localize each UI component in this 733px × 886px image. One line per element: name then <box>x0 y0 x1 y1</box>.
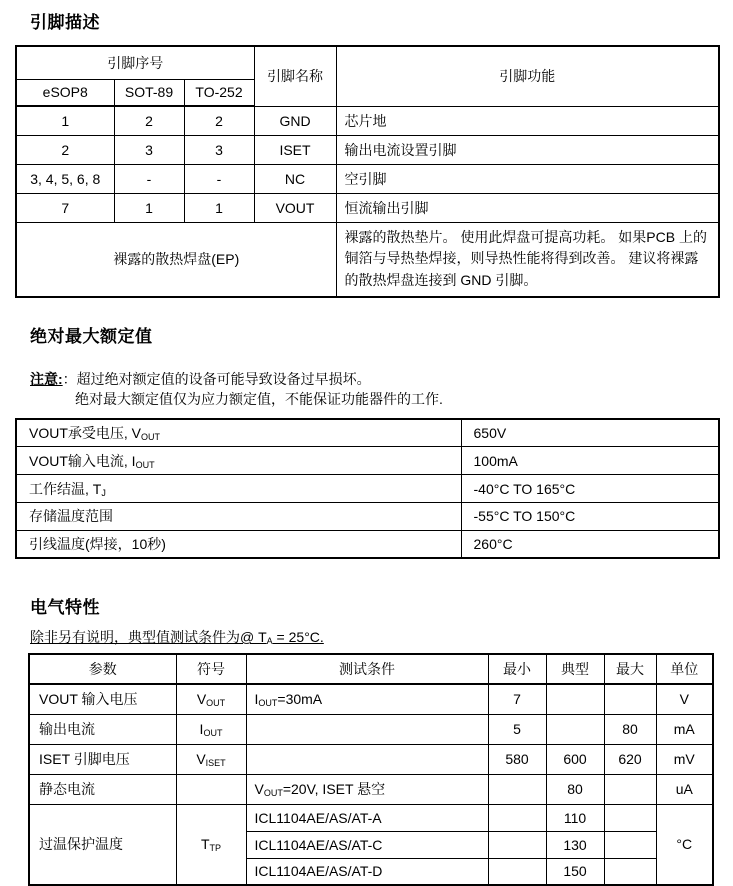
amr-value: 100mA <box>461 447 719 475</box>
ec-row-output-current <box>29 714 713 744</box>
pin-row-nc <box>16 164 719 193</box>
amr-param-text: VOUT承受电压, V <box>29 425 142 442</box>
ec-cond-pre: I <box>254 690 259 707</box>
ec-intro-text <box>30 629 324 645</box>
ec-symbol <box>176 804 246 885</box>
ec-cond-sub: OUT <box>258 697 278 708</box>
ec-intro-post: = 25°C. <box>272 629 324 646</box>
amr-param-text: 存储温度范围 <box>29 508 113 525</box>
ec-intro-sub: A <box>266 636 273 647</box>
cell-esop8: 3, 4, 5, 6, 8 <box>16 164 114 193</box>
abs-max-title: 绝对最大额定值 <box>30 326 153 346</box>
ec-typ: 110 <box>546 804 604 831</box>
ec-header-min: 最小 <box>488 654 546 684</box>
ec-typ: 130 <box>546 831 604 858</box>
ec-typ: 600 <box>546 744 604 774</box>
pin-number-group-header: 引脚序号 <box>16 46 254 79</box>
ec-cond-sub: OUT <box>263 788 283 799</box>
ec-condition <box>246 744 488 774</box>
pin-description-table <box>15 45 720 298</box>
amr-param-sub: J <box>101 487 106 498</box>
cell-pin-function: 恒流输出引脚 <box>336 193 719 222</box>
cell-sot89: 1 <box>114 193 184 222</box>
cell-sot89: 2 <box>114 106 184 135</box>
ec-cond-pre: V <box>254 781 264 798</box>
ec-row-iset-voltage <box>29 744 713 774</box>
note-label: 注意: <box>30 370 63 387</box>
ec-typ <box>546 684 604 714</box>
ec-symbol-sub: ISET <box>205 757 226 768</box>
package-header-to252: TO-252 <box>184 79 254 106</box>
ec-row-quiescent-current <box>29 774 713 804</box>
ec-max <box>604 684 656 714</box>
note-line-2: 绝对最大额定值仅为应力额定值，不能保证功能器件的工作. <box>75 390 443 407</box>
ec-header-condition: 测试条件 <box>246 654 488 684</box>
cell-esop8: 7 <box>16 193 114 222</box>
note-separator: ： <box>62 370 77 387</box>
ec-test-conditions <box>30 627 719 647</box>
ec-min: 5 <box>488 714 546 744</box>
ec-condition <box>246 714 488 744</box>
ec-condition: ICL1104AE/AS/AT-D <box>246 858 488 885</box>
ec-symbol-sub: OUT <box>206 697 226 708</box>
ec-symbol-sub: TP <box>209 842 222 853</box>
ec-min <box>488 831 546 858</box>
ec-header-param: 参数 <box>29 654 176 684</box>
ec-header-symbol: 符号 <box>176 654 246 684</box>
amr-row-vout-voltage <box>16 419 719 447</box>
ec-unit: mA <box>656 714 713 744</box>
cell-to252: 1 <box>184 193 254 222</box>
ec-header-row <box>29 654 713 684</box>
ec-min <box>488 858 546 885</box>
ec-symbol <box>176 774 246 804</box>
ec-typ: 80 <box>546 774 604 804</box>
ec-header-unit: 单位 <box>656 654 713 684</box>
ec-typ <box>546 714 604 744</box>
cell-to252: 3 <box>184 135 254 164</box>
cell-esop8: 1 <box>16 106 114 135</box>
ec-symbol <box>176 744 246 774</box>
cell-sot89: - <box>114 164 184 193</box>
amr-param-text: 引线温度(焊接，10秒) <box>29 535 166 552</box>
ec-unit: °C <box>656 804 713 885</box>
ec-condition: ICL1104AE/AS/AT-C <box>246 831 488 858</box>
amr-param-text: 工作结温, T <box>29 480 102 497</box>
ec-table <box>28 653 714 886</box>
ec-max <box>604 858 656 885</box>
ec-symbol-main: V <box>196 750 206 767</box>
ec-symbol-main: T <box>200 835 210 852</box>
amr-row-storage-temp <box>16 503 719 531</box>
pin-table-header-row-1 <box>16 46 719 79</box>
cell-ep-label: 裸露的散热焊盘(EP) <box>16 222 336 297</box>
ec-cond-post: =30mA <box>277 690 323 707</box>
pin-row-iset <box>16 135 719 164</box>
cell-esop8: 2 <box>16 135 114 164</box>
abs-max-note <box>30 369 719 410</box>
ec-max: 80 <box>604 714 656 744</box>
amr-row-lead-temp <box>16 530 719 558</box>
cell-ep-function: 裸露的散热垫片。 使用此焊盘可提高功耗。 如果PCB 上的铜箔与导热垫焊接，则导热性能将得到改善。 建议将裸露的散热焊盘连接到 GND 引脚。 <box>336 222 719 297</box>
ec-symbol <box>176 714 246 744</box>
pin-description-title: 引脚描述 <box>30 13 100 32</box>
amr-param <box>16 503 461 531</box>
amr-row-junction-temp <box>16 475 719 503</box>
pin-row-gnd <box>16 106 719 135</box>
ec-row-otp-a <box>29 804 713 831</box>
ec-min: 580 <box>488 744 546 774</box>
amr-value: 650V <box>461 419 719 447</box>
amr-param <box>16 419 461 447</box>
ec-condition <box>246 774 488 804</box>
ec-max: 620 <box>604 744 656 774</box>
pin-row-ep <box>16 222 719 297</box>
cell-pin-name: ISET <box>254 135 336 164</box>
ec-header-typ: 典型 <box>546 654 604 684</box>
ec-min: 7 <box>488 684 546 714</box>
amr-param <box>16 475 461 503</box>
ec-param: 过温保护温度 <box>29 804 176 885</box>
amr-value: -40°C TO 165°C <box>461 475 719 503</box>
cell-sot89: 3 <box>114 135 184 164</box>
ec-symbol <box>176 684 246 714</box>
abs-max-table <box>15 418 720 559</box>
ec-max <box>604 774 656 804</box>
cell-to252: - <box>184 164 254 193</box>
amr-param <box>16 530 461 558</box>
ec-min <box>488 804 546 831</box>
ec-intro-pre: 除非另有说明，典型值测试条件为@ T <box>30 629 267 646</box>
pin-function-header: 引脚功能 <box>336 46 719 106</box>
package-header-esop8: eSOP8 <box>16 79 114 106</box>
amr-param <box>16 447 461 475</box>
amr-param-sub: OUT <box>135 459 155 470</box>
amr-row-vout-current <box>16 447 719 475</box>
ec-unit: mV <box>656 744 713 774</box>
ec-condition: ICL1104AE/AS/AT-A <box>246 804 488 831</box>
ec-unit: V <box>656 684 713 714</box>
ec-min <box>488 774 546 804</box>
cell-pin-function: 空引脚 <box>336 164 719 193</box>
ec-param: VOUT 输入电压 <box>29 684 176 714</box>
pin-name-header: 引脚名称 <box>254 46 336 106</box>
cell-pin-name: GND <box>254 106 336 135</box>
ec-param: 输出电流 <box>29 714 176 744</box>
amr-value: 260°C <box>461 530 719 558</box>
ec-typ: 150 <box>546 858 604 885</box>
ec-symbol-main: V <box>196 690 207 707</box>
ec-condition <box>246 684 488 714</box>
ec-unit: uA <box>656 774 713 804</box>
ec-title: 电气特性 <box>30 598 100 618</box>
cell-pin-function: 输出电流设置引脚 <box>336 135 719 164</box>
ec-max <box>604 804 656 831</box>
amr-value: -55°C TO 150°C <box>461 503 719 531</box>
amr-param-sub: OUT <box>141 432 161 443</box>
pin-row-vout <box>16 193 719 222</box>
cell-to252: 2 <box>184 106 254 135</box>
package-header-sot89: SOT-89 <box>114 79 184 106</box>
ec-symbol-sub: OUT <box>203 727 223 738</box>
ec-param: 静态电流 <box>29 774 176 804</box>
ec-max <box>604 831 656 858</box>
ec-cond-post: =20V, ISET 悬空 <box>282 781 386 798</box>
ec-param: ISET 引脚电压 <box>29 744 176 774</box>
amr-param-text: VOUT输入电流, I <box>29 452 136 469</box>
note-line-1: 超过绝对额定值的设备可能导致设备过早损坏。 <box>76 370 371 387</box>
cell-pin-name: NC <box>254 164 336 193</box>
ec-row-vout-voltage <box>29 684 713 714</box>
cell-pin-name: VOUT <box>254 193 336 222</box>
ec-header-max: 最大 <box>604 654 656 684</box>
ec-symbol-main: I <box>199 720 204 737</box>
cell-pin-function: 芯片地 <box>336 106 719 135</box>
